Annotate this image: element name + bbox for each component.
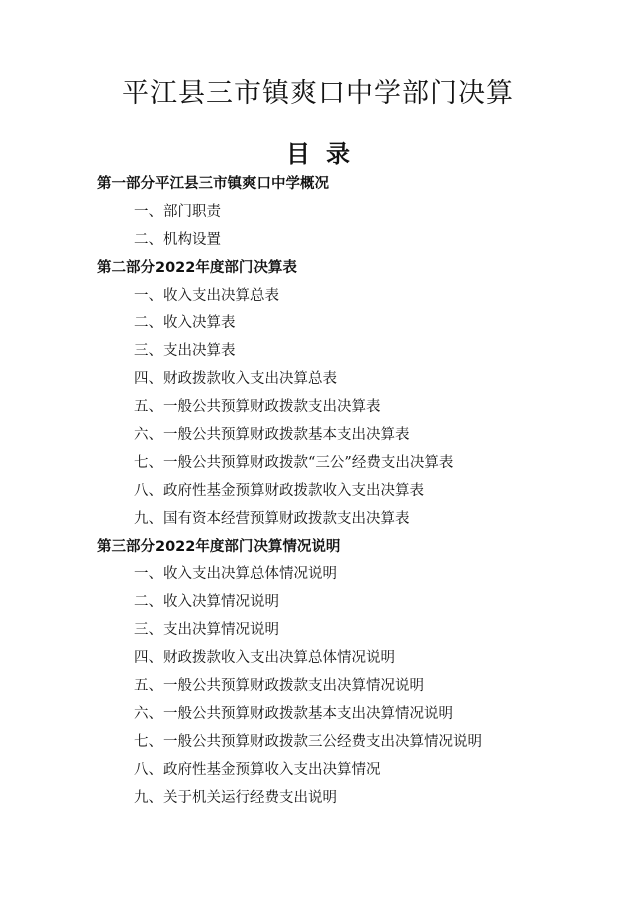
toc-heading-char: 目: [286, 139, 310, 168]
toc-item[interactable]: 三、支出决算表: [134, 343, 236, 360]
toc-item[interactable]: 六、一般公共预算财政拨款基本支出决算情况说明: [134, 705, 453, 722]
toc-item[interactable]: 一、收入支出决算总表: [134, 287, 279, 304]
toc-heading-char: 录: [326, 139, 350, 168]
toc-item[interactable]: 九、国有资本经营预算财政拨款支出决算表: [134, 510, 410, 527]
toc-item[interactable]: 七、一般公共预算财政拨款三公经费支出决算情况说明: [134, 733, 482, 750]
toc-item[interactable]: 七、一般公共预算财政拨款“三公”经费支出决算表: [134, 454, 454, 471]
toc-section-title[interactable]: 第二部分2022年度部门决算表: [97, 259, 297, 276]
toc-item[interactable]: 二、收入决算情况说明: [134, 594, 279, 611]
toc-item[interactable]: 八、政府性基金预算财政拨款收入支出决算表: [134, 482, 424, 499]
toc-item[interactable]: 一、收入支出决算总体情况说明: [134, 566, 337, 583]
toc-item[interactable]: 三、支出决算情况说明: [134, 622, 279, 639]
toc-item[interactable]: 二、机构设置: [134, 231, 221, 248]
toc-item[interactable]: 五、一般公共预算财政拨款支出决算表: [134, 399, 381, 416]
table-of-contents: [97, 171, 577, 812]
toc-item[interactable]: 二、收入决算表: [134, 315, 236, 332]
toc-item[interactable]: 一、部门职责: [134, 203, 221, 220]
toc-item[interactable]: 四、财政拨款收入支出决算总体情况说明: [134, 650, 395, 667]
toc-item[interactable]: 四、财政拨款收入支出决算总表: [134, 371, 337, 388]
toc-item[interactable]: 九、关于机关运行经费支出说明: [134, 789, 337, 806]
toc-section-title[interactable]: 第三部分2022年度部门决算情况说明: [97, 538, 341, 555]
document-title: 平江县三市镇爽口中学部门决算: [122, 78, 514, 109]
toc-section-title[interactable]: 第一部分平江县三市镇爽口中学概况: [97, 176, 329, 192]
toc-item[interactable]: 六、一般公共预算财政拨款基本支出决算表: [134, 427, 410, 444]
toc-item[interactable]: 八、政府性基金预算收入支出决算情况: [134, 761, 381, 778]
toc-item[interactable]: 五、一般公共预算财政拨款支出决算情况说明: [134, 678, 424, 695]
toc-heading: [0, 139, 636, 169]
